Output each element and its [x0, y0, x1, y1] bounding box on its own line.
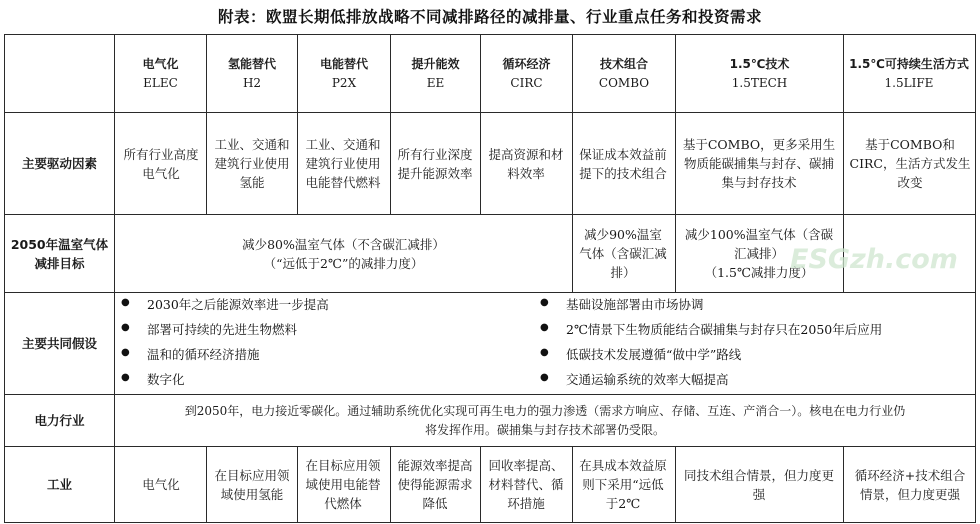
target-80-cell [115, 215, 572, 292]
column-divider [572, 446, 573, 523]
bullet-icon: ● [121, 347, 130, 358]
row-label-industry: 工业 [46, 477, 72, 492]
bullet-icon: ● [540, 322, 549, 333]
industry-cell: 电气化 [142, 477, 180, 492]
assumptions-left-list [115, 293, 535, 394]
industry-cell: 循环经济+技术组合情景，但力度更强 [854, 467, 966, 502]
column-divider [480, 446, 481, 523]
power-text-line2: 将发挥作用。碳捕集与封存技术部署仍受限。 [424, 422, 665, 437]
header-ee [391, 35, 480, 112]
header-code: COMBO [598, 75, 650, 90]
list-item: 2℃情景下生物质能结合碳捕集与封存只在2050年后应用 [566, 322, 883, 337]
industry-cell: 回收率提高、材料替代、循环措施 [488, 458, 564, 511]
header-name: 氢能替代 [227, 56, 276, 71]
target-80-note: （“远低于2℃”的减排力度） [263, 255, 424, 271]
driver-cell: 所有行业高度电气化 [123, 146, 199, 181]
driver-cell: 基于COMBO和CIRC，生活方式发生改变 [849, 137, 971, 190]
column-divider [843, 446, 844, 523]
column-divider [390, 446, 391, 523]
bullet-icon: ● [540, 297, 549, 308]
header-p2x [298, 35, 390, 112]
header-1-5tech [676, 35, 843, 112]
header-code: CIRC [510, 75, 543, 90]
list-item: 基础设施部署由市场协调 [566, 297, 704, 312]
column-divider [297, 446, 298, 523]
target-100-text: 减少100%温室气体（含碳汇减排） [684, 227, 834, 261]
driver-cell: 所有行业深度提升能源效率 [397, 146, 473, 181]
page-title: 附表：欧盟长期低排放战略不同减排路径的减排量、行业重点任务和投资需求 [217, 8, 762, 26]
list-item: 低碳技术发展遵循“做中学”路线 [566, 347, 742, 362]
header-code: P2X [331, 75, 357, 90]
list-item: 部署可持续的先进生物燃料 [147, 322, 298, 337]
column-divider [206, 446, 207, 523]
bullet-icon: ● [121, 322, 130, 333]
industry-cell: 在目标应用领域使用电能替代燃体 [305, 458, 381, 511]
header-1-5life [848, 35, 970, 112]
industry-cell: 同技术组合情景，但力度更强 [684, 467, 834, 502]
header-elec [115, 35, 206, 112]
header-name: 技术组合 [599, 56, 648, 71]
header-name: 1.5℃可持续生活方式 [849, 56, 969, 71]
industry-cell: 能源效率提高使得能源需求降低 [397, 458, 473, 511]
target-100-note: （1.5℃减排力度） [704, 265, 814, 280]
table-border-bottom [4, 522, 976, 523]
bullet-icon: ● [121, 297, 130, 308]
header-circ [481, 35, 572, 112]
header-h2 [207, 35, 297, 112]
list-item: 数字化 [147, 372, 185, 387]
power-text-line1: 到2050年，电力接近零碳化。通过辅助系统优化实现可再生电力的强力渗透（需求方响应、存储、互连、产消合一）。核电在电力行业仍 [184, 403, 906, 418]
header-code: EE [426, 75, 445, 90]
header-name: 电气化 [142, 56, 179, 71]
driver-cell: 基于COMBO，更多采用生物质能碳捕集与封存、碳捕集与封存技术 [682, 137, 836, 190]
row-label-target: 2050年温室气体减排目标 [10, 236, 109, 271]
header-name: 循环经济 [502, 56, 551, 71]
list-item: 交通运输系统的效率大幅提高 [566, 372, 729, 387]
industry-cell: 在具成本效益原则下采用“远低于2℃ [579, 458, 667, 511]
driver-cell: 工业、交通和建筑行业使用氢能 [214, 137, 290, 190]
header-name: 1.5℃技术 [729, 56, 790, 71]
bullet-icon: ● [540, 347, 549, 358]
header-name: 电能替代 [319, 56, 368, 71]
header-code: ELEC [143, 75, 178, 90]
industry-cell: 在目标应用领域使用氢能 [214, 467, 290, 502]
target-90-cell: 减少90%温室气体（含碳汇减排） [579, 227, 667, 280]
list-item: 温和的循环经济措施 [147, 347, 260, 362]
driver-cell: 提高资源和材料效率 [488, 146, 564, 181]
header-name: 提升能效 [411, 56, 460, 71]
driver-cell: 保证成本效益前提下的技术组合 [579, 146, 667, 181]
header-combo [573, 35, 675, 112]
bullet-icon: ● [121, 372, 130, 383]
row-label-assumptions: 主要共同假设 [21, 336, 97, 351]
row-label-drivers: 主要驱动因素 [21, 156, 97, 171]
header-code: 1.5LIFE [884, 75, 934, 90]
driver-cell: 工业、交通和建筑行业使用电能替代燃料 [305, 137, 381, 190]
row-label-power: 电力行业 [34, 413, 85, 428]
assumptions-right-list [536, 293, 974, 394]
list-item: 2030年之后能源效率进一步提高 [147, 297, 329, 312]
header-code: 1.5TECH [731, 75, 788, 90]
power-sector-cell [115, 395, 975, 446]
watermark: ESGzh.com [790, 244, 958, 275]
target-80-text: 减少80%温室气体（不含碳汇减排） [242, 236, 445, 252]
column-divider [675, 446, 676, 523]
bullet-icon: ● [540, 372, 549, 383]
header-code: H2 [242, 75, 262, 90]
table-border-right [975, 34, 976, 523]
